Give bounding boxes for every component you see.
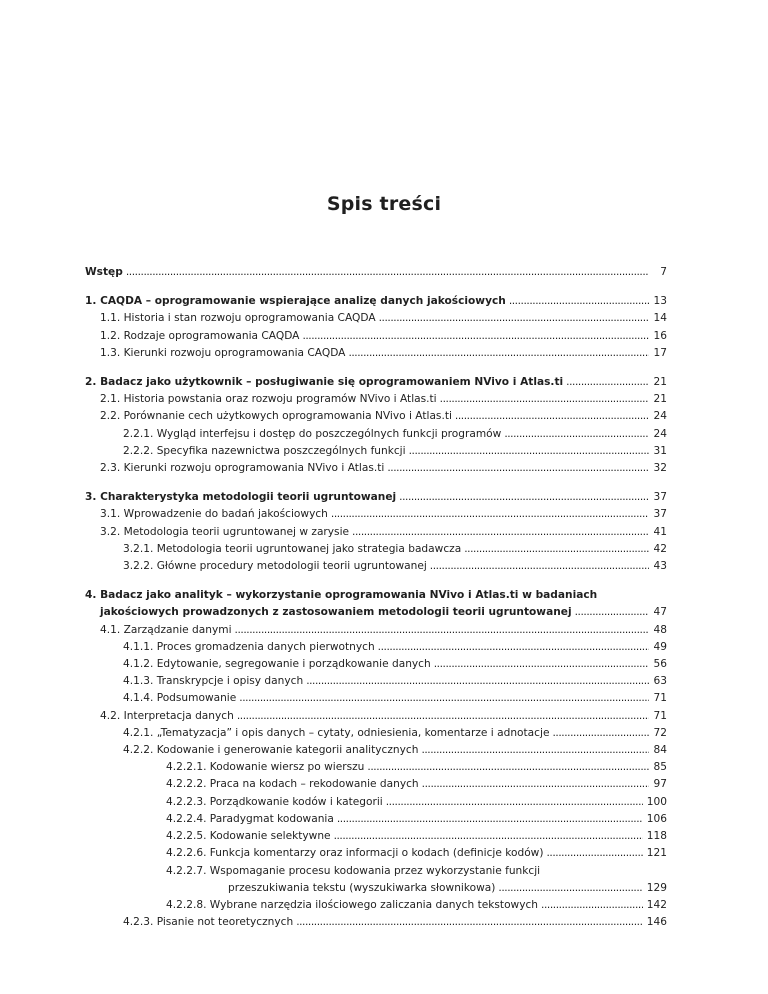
toc-entry (85, 725, 667, 742)
toc-leader-dots (504, 426, 649, 443)
toc-page-number: 21 (653, 393, 667, 406)
toc-leader-dots (126, 264, 649, 281)
toc-page-number: 142 (646, 898, 667, 911)
toc-entry-title: 4.2.2.5. Kodowanie selektywne (166, 830, 331, 843)
toc-page-number: 7 (660, 266, 667, 278)
toc-leader-dots (367, 759, 649, 776)
toc-leader-dots (409, 443, 649, 460)
toc-entry-title: 2.2. Porównanie cech użytkowych oprogramowania NVivo i Atlas.ti (100, 410, 452, 423)
toc-entry-title: 1.2. Rodzaje oprogramowania CAQDA (100, 329, 300, 342)
toc-entry-title: 4.2.1. „Tematyzacja” i opis danych – cytaty, odniesienia, komentarze i adnotacje (123, 726, 550, 739)
toc-leader-dots (546, 845, 642, 862)
toc-page-number: 24 (653, 410, 667, 423)
toc-entry (85, 460, 667, 477)
toc-entry-title: 3.2.2. Główne procedury metodologii teorii ugruntowanej (123, 560, 427, 573)
toc-page-number: 84 (653, 744, 667, 757)
toc-leader-dots (387, 460, 649, 477)
toc-page-number: 129 (646, 881, 667, 894)
toc-entry (85, 690, 667, 707)
toc-leader-dots (239, 690, 649, 707)
toc-page-number: 42 (653, 542, 667, 555)
toc-entry-title: 4. Badacz jako analityk – wykorzystanie oprogramowania NVivo i Atlas.ti w badaniach (85, 589, 598, 602)
toc-leader-dots (302, 328, 649, 345)
toc-entry (85, 541, 667, 558)
toc-leader-dots (296, 914, 643, 931)
toc-page-number: 71 (653, 692, 667, 705)
toc-entry-title: 4.2.2.4. Paradygmat kodowania (166, 812, 334, 825)
toc-page-number: 48 (653, 623, 667, 636)
toc-page-number: 106 (646, 812, 667, 825)
toc-entry (85, 708, 667, 725)
toc-page-number: 85 (653, 761, 667, 774)
toc-entry (85, 264, 667, 281)
toc-leader-dots (566, 374, 649, 391)
toc-entry (85, 310, 667, 327)
toc-page-number: 63 (653, 675, 667, 688)
toc-entry (85, 391, 667, 408)
toc-entry (85, 828, 667, 845)
toc-section (85, 587, 667, 931)
toc-leader-dots (399, 489, 649, 506)
toc-entry (85, 639, 667, 656)
toc-entry-title: 1.1. Historia i stan rozwoju oprogramowania CAQDA (100, 312, 376, 325)
toc-page-number: 41 (653, 525, 667, 538)
toc-page-number: 72 (653, 726, 667, 739)
toc-page-number: 146 (646, 916, 667, 929)
toc-leader-dots (498, 880, 642, 897)
toc-page-number: 31 (653, 444, 667, 457)
toc-entry-title: 4.1. Zarządzanie danymi (100, 623, 232, 636)
toc-leader-dots (237, 708, 649, 725)
toc-page-number: 24 (653, 427, 667, 440)
toc-page-number: 97 (653, 778, 667, 791)
toc-entry (85, 443, 667, 460)
toc-entry (85, 408, 667, 425)
toc-entry (85, 426, 667, 443)
toc-entry (85, 897, 667, 914)
toc-leader-dots (575, 604, 649, 621)
toc-entry (85, 622, 667, 639)
toc-page-number: 21 (653, 376, 667, 389)
toc-leader-dots (378, 639, 649, 656)
toc-entry-title: przeszukiwania tekstu (wyszukiwarka słownikowa) (228, 881, 496, 894)
toc-entry-title: 4.1.2. Edytowanie, segregowanie i porządkowanie danych (123, 658, 431, 671)
toc-leader-dots (386, 794, 643, 811)
toc-entry-title: 3.2.1. Metodologia teorii ugruntowanej jako strategia badawcza (123, 542, 462, 555)
toc-leader-dots (421, 742, 649, 759)
toc-leader-dots (440, 391, 649, 408)
toc-entry (85, 845, 667, 862)
toc-page-number: 37 (653, 508, 667, 521)
toc-entry-title: 4.2.2.3. Porządkowanie kodów i kategorii (166, 795, 383, 808)
toc-entry-title: 3. Charakterystyka metodologii teorii ugruntowanej (85, 491, 397, 504)
toc-entry (85, 863, 667, 880)
toc-entry-title: 2. Badacz jako użytkownik – posługiwanie się oprogramowaniem NVivo i Atlas.ti (85, 376, 564, 389)
toc-entry-title: 4.1.1. Proces gromadzenia danych pierwotnych (123, 640, 375, 653)
toc-section (85, 293, 667, 362)
toc-entry (85, 293, 667, 310)
toc-entry (85, 742, 667, 759)
toc-entry-title: 3.1. Wprowadzenie do badań jakościowych (100, 508, 328, 521)
toc-page-number: 49 (653, 640, 667, 653)
toc-entry (85, 811, 667, 828)
toc-entry (85, 673, 667, 690)
toc-section (85, 264, 667, 281)
toc-entry (85, 604, 667, 621)
toc-entry-title: 1. CAQDA – oprogramowanie wspierające analizę danych jakościowych (85, 295, 506, 308)
toc-entry-title: 2.2.1. Wygląd interfejsu i dostęp do poszczególnych funkcji programów (123, 427, 502, 440)
toc-entry (85, 374, 667, 391)
toc-entry (85, 345, 667, 362)
toc-page-number: 32 (653, 462, 667, 475)
toc-page-number: 13 (653, 295, 667, 308)
toc-entry (85, 524, 667, 541)
toc-entry-title: 4.2.2.2. Praca na kodach – rekodowanie danych (166, 778, 419, 791)
toc-leader-dots (455, 408, 649, 425)
toc-entry-title: 4.2.2.6. Funkcja komentarzy oraz informacji o kodach (definicje kodów) (166, 847, 544, 860)
toc-leader-dots (331, 506, 649, 523)
toc-page-number: 17 (653, 346, 667, 359)
table-of-contents (85, 264, 667, 943)
toc-entry (85, 587, 667, 604)
toc-entry (85, 558, 667, 575)
toc-leader-dots (235, 622, 649, 639)
toc-page-number: 16 (653, 329, 667, 342)
toc-entry-title: 4.2.2.7. Wspomaganie procesu kodowania przez wykorzystanie funkcji (166, 864, 541, 877)
toc-page-number: 43 (653, 560, 667, 573)
toc-leader-dots (352, 524, 649, 541)
toc-page-number: 118 (646, 830, 667, 843)
toc-entry-title: 4.2. Interpretacja danych (100, 709, 234, 722)
page-title: Spis treści (326, 193, 442, 215)
toc-entry-title: 2.2.2. Specyfika nazewnictwa poszczególnych funkcji (123, 444, 406, 457)
toc-entry (85, 776, 667, 793)
toc-leader-dots (422, 776, 649, 793)
toc-leader-dots (306, 673, 649, 690)
toc-leader-dots (541, 897, 643, 914)
toc-entry-title: 4.1.3. Transkrypcje i opisy danych (123, 675, 304, 688)
toc-leader-dots (464, 541, 649, 558)
toc-entry-title: 2.3. Kierunki rozwoju oprogramowania NVivo i Atlas.ti (100, 462, 385, 475)
toc-leader-dots (552, 725, 649, 742)
toc-entry-title: 1.3. Kierunki rozwoju oprogramowania CAQDA (100, 346, 346, 359)
toc-section (85, 374, 667, 477)
toc-page-number: 14 (653, 312, 667, 325)
toc-leader-dots (509, 293, 649, 310)
toc-page-number: 100 (646, 795, 667, 808)
toc-entry (85, 914, 667, 931)
toc-entry (85, 656, 667, 673)
toc-entry-title: 3.2. Metodologia teorii ugruntowanej w zarysie (100, 525, 350, 538)
toc-entry-title: 2.1. Historia powstania oraz rozwoju programów NVivo i Atlas.ti (100, 393, 437, 406)
toc-leader-dots (430, 558, 649, 575)
toc-section (85, 489, 667, 575)
toc-page-number: 47 (653, 606, 667, 619)
toc-leader-dots (434, 656, 649, 673)
toc-page-number: 121 (646, 847, 667, 860)
toc-page-number: 37 (653, 491, 667, 504)
toc-leader-dots (337, 811, 643, 828)
toc-entry (85, 506, 667, 523)
toc-entry (85, 759, 667, 776)
toc-page-number: 56 (653, 658, 667, 671)
toc-entry-title: 4.2.3. Pisanie not teoretycznych (123, 916, 294, 929)
toc-entry-title: 4.2.2.1. Kodowanie wiersz po wierszu (166, 761, 365, 774)
toc-entry-title: jakościowych prowadzonych z zastosowaniem metodologii teorii ugruntowanej (100, 606, 572, 619)
toc-entry-title: 4.2.2.8. Wybrane narzędzia ilościowego zaliczania danych tekstowych (166, 898, 539, 911)
toc-entry (85, 880, 667, 897)
toc-leader-dots (348, 345, 649, 362)
toc-leader-dots (334, 828, 643, 845)
toc-entry (85, 794, 667, 811)
toc-entry (85, 328, 667, 345)
toc-entry (85, 489, 667, 506)
toc-entry-title: 4.2.2. Kodowanie i generowanie kategorii analitycznych (123, 744, 419, 757)
toc-entry-title: 4.1.4. Podsumowanie (123, 692, 237, 705)
toc-entry-title: Wstęp (85, 266, 123, 278)
toc-leader-dots (379, 310, 649, 327)
toc-page-number: 71 (653, 709, 667, 722)
